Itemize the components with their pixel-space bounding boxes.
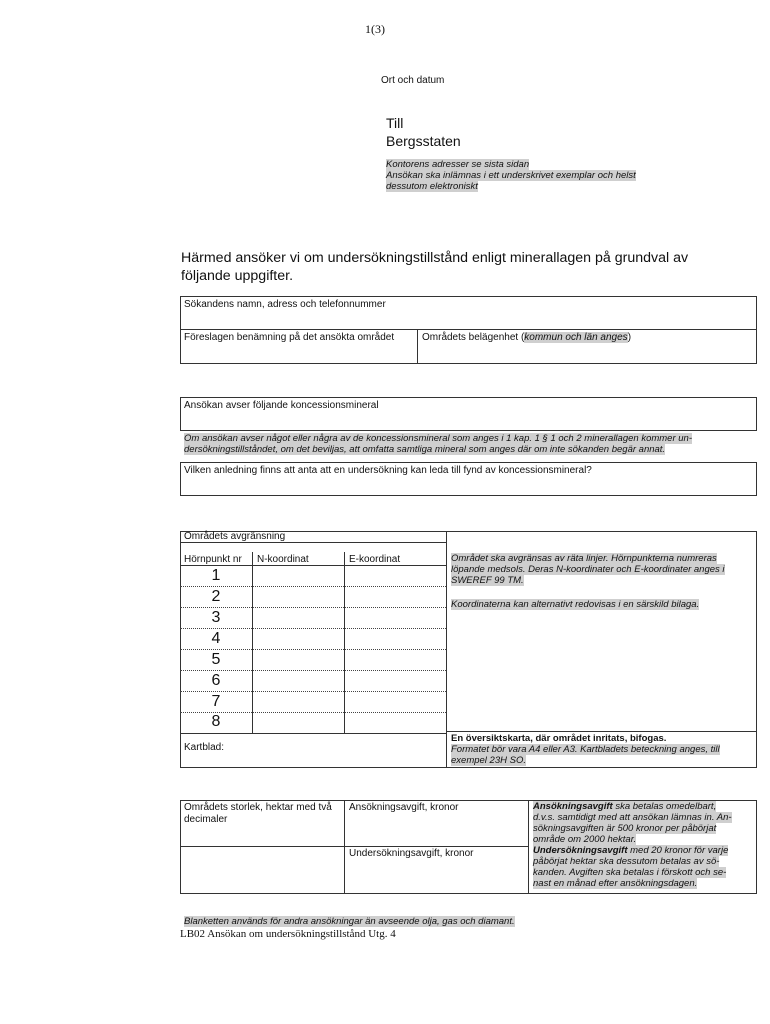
boundary-title: Områdets avgränsning: [184, 531, 286, 542]
area-location-field[interactable]: Områdets belägenhet (kommun och län anges): [422, 332, 632, 343]
address-note: [386, 159, 636, 192]
form-id: LB02 Ansökan om undersökningstillstånd Utg. 4: [180, 928, 396, 940]
point-number: 3: [211, 609, 221, 626]
investigation-fee-field[interactable]: Undersökningsavgift, kronor: [349, 848, 474, 859]
recipient-line1: Till: [386, 115, 404, 131]
area-name-field[interactable]: Föreslagen benämning på det ansökta området: [184, 332, 395, 343]
page-heading: [181, 249, 756, 285]
col-e-header: E-koordinat: [349, 554, 401, 565]
col-n-header: N-koordinat: [257, 554, 309, 565]
boundary-note2: Koordinaterna kan alternativt redovisas i en särskild bilaga.: [451, 599, 700, 610]
heading-line1: Härmed ansöker vi om undersökningstillstånd enligt minerallagen på grundval av: [181, 250, 689, 266]
page-number: 1(3): [365, 22, 385, 36]
minerals-note: [184, 433, 692, 455]
minerals-note-line1: Om ansökan avser något eller några av de koncessionsmineral som anges i 1 kap. 1 § 1 och 2 minerallagen kommer un-: [184, 433, 692, 444]
point-number: 5: [211, 651, 221, 668]
address-note-line3: dessutom elektroniskt: [386, 181, 478, 192]
map-title: En översiktskarta, där området inritats, bifogas.: [451, 733, 667, 744]
recipient-line2: Bergsstaten: [386, 133, 461, 149]
point-number: 8: [211, 713, 221, 730]
address-note-line1: Kontorens adresser se sista sidan: [386, 159, 530, 170]
place-date-label: Ort och datum: [381, 75, 445, 86]
heading-line2: följande uppgifter.: [181, 268, 294, 284]
application-fee-note: Ansökningsavgift ska betalas omedelbart, d.v.s. samtidigt med att ansökan lämnas in. An- sökningsavgiften är 500 kronor per påbörjat område om 2000 hektar. Undersökningsavgift med 20 kronor för varje påbörjat hektar ska dessutom betalas av sö- kanden. Avgiften ska betalas i förskott och se- nast en månad efter ansökningsdagen.: [533, 801, 732, 889]
applicant-name-field[interactable]: Sökandens namn, adress och telefonnummer: [184, 299, 386, 310]
minerals-note-line2: dersökningstillståndet, om det beviljas, att omfatta samtliga mineral som anges där om inte sökanden begär annat.: [184, 444, 666, 455]
map-instructions: En översiktskarta, där området inritats, bifogas. Formatet bör vara A4 eller A3. Kartbladets beteckning anges, till exempel 23H SO.: [451, 733, 720, 766]
area-size-field[interactable]: Områdets storlek, hektar med två decimaler: [184, 802, 332, 825]
point-number: 2: [211, 588, 221, 605]
application-fee-field[interactable]: Ansökningsavgift, kronor: [349, 802, 459, 813]
n-coordinate-inputs[interactable]: [253, 566, 344, 733]
reason-label: Vilken anledning finns att anta att en undersökning kan leda till fynd av koncessionsmineral?: [184, 465, 592, 476]
recipient: [386, 114, 461, 150]
e-coordinate-inputs[interactable]: [345, 566, 446, 733]
address-note-line2: Ansökan ska inlämnas i ett underskrivet exemplar och helst: [386, 170, 636, 181]
boundary-note: Området ska avgränsas av räta linjer. Hörnpunkterna numreras löpande medsols. Deras N-koordinater och E-koordinater anges i SWEREF 99 TM.: [451, 553, 725, 586]
point-number: 6: [211, 672, 221, 689]
map-sheet-field[interactable]: Kartblad:: [184, 742, 225, 753]
footer-note: Blanketten används för andra ansökningar än avseende olja, gas och diamant.: [184, 916, 515, 927]
minerals-label: Ansökan avser följande koncessionsmineral: [184, 400, 379, 411]
col-point-header: Hörnpunkt nr: [184, 554, 242, 565]
point-number: 7: [211, 693, 221, 710]
point-number: 1: [211, 567, 221, 584]
point-number: 4: [211, 630, 221, 647]
